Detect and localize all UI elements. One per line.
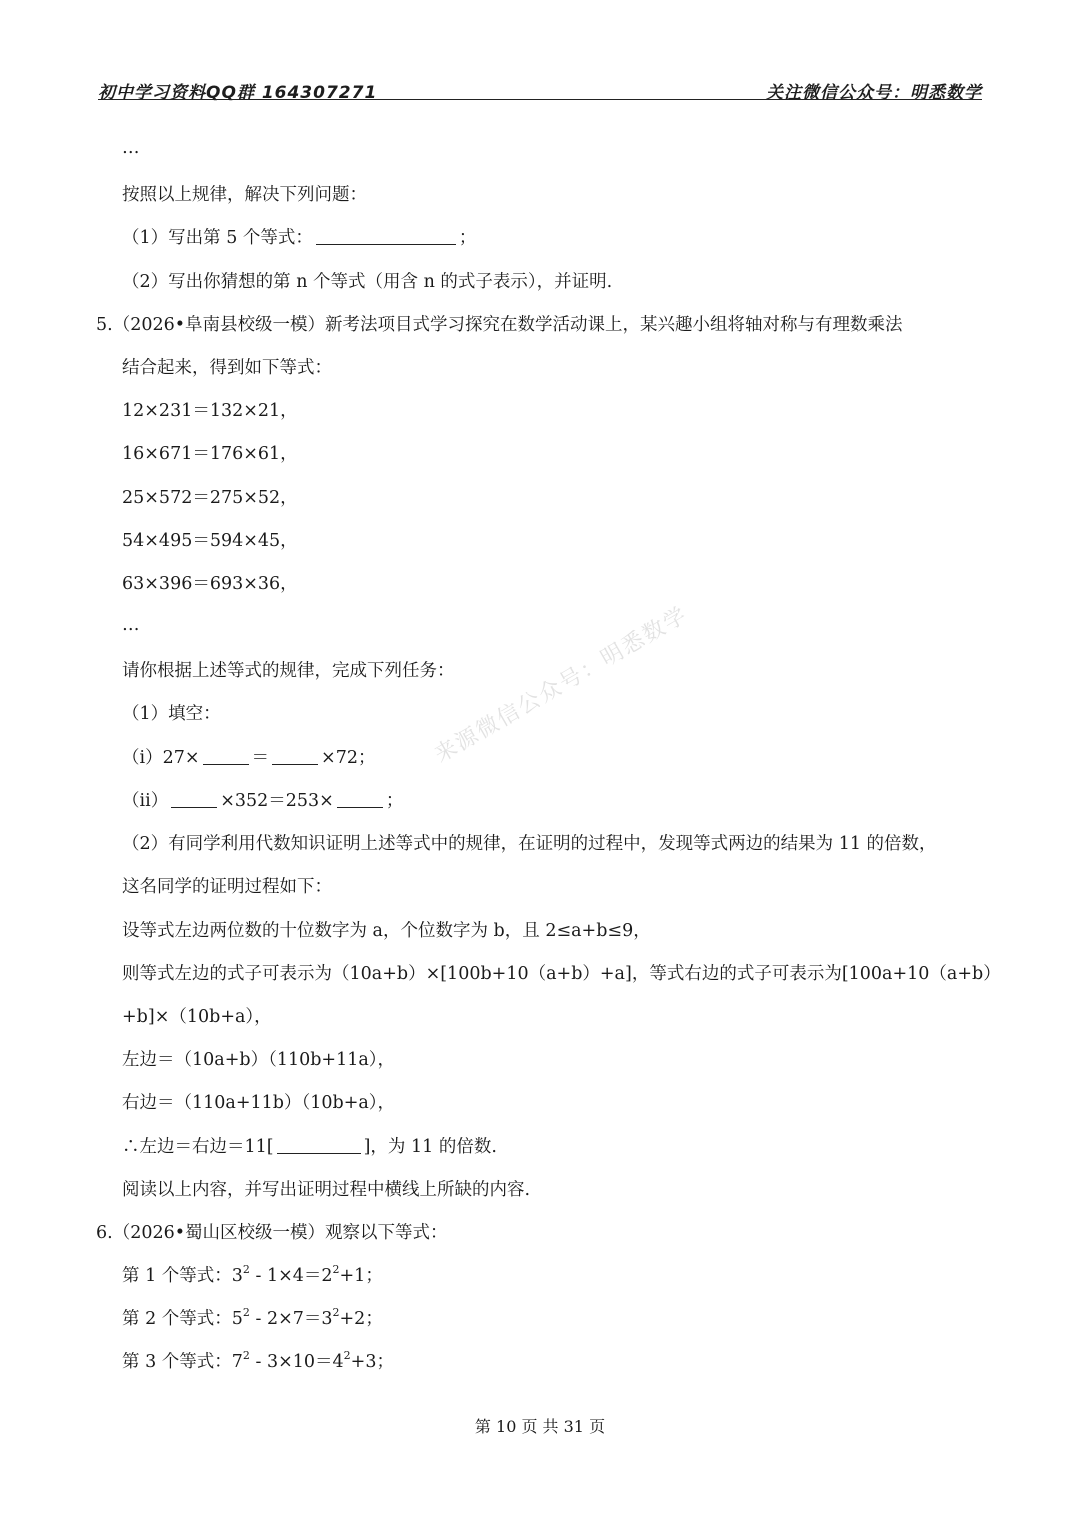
page-footer: 第 10 页 共 31 页 — [474, 1417, 606, 1436]
proof-intro-1: （2）有同学利用代数知识证明上述等式中的规律，在证明的过程中，发现等式两边的结果为 11 的倍数， — [122, 834, 937, 854]
blank-ii-1[interactable] — [171, 791, 217, 808]
fill-i-b: ＝ — [251, 748, 270, 768]
proof-blank[interactable] — [277, 1137, 361, 1154]
equation-5: 63×396＝693×36， — [122, 574, 298, 594]
fill-i — [122, 746, 375, 770]
p6-eq1-exp1: 2 — [242, 1263, 250, 1276]
proof-left: 左边＝（10a+b）（110b+11a）， — [122, 1050, 396, 1070]
p6-equation-2 — [122, 1307, 383, 1331]
fill-ii-c: ； — [385, 791, 404, 811]
instruction: 按照以上规律，解决下列问题： — [122, 185, 367, 205]
p6-eq2-e: +2； — [339, 1309, 383, 1329]
fill-ii-a: （ii） — [122, 791, 169, 811]
proof-instruction: 阅读以上内容，并写出证明过程中横线上所缺的内容. — [122, 1180, 531, 1200]
fill-ii — [122, 789, 403, 813]
p6-eq1-exp2: 2 — [332, 1263, 340, 1276]
watermark: 来源微信公众号：明悉数学 — [430, 602, 693, 768]
equation-4: 54×495＝594×45， — [122, 531, 298, 551]
problem-5-stem: （2026•阜南县校级一模）新考法项目式学习探究在数学活动课上，某兴趣小组将轴对称与有理数乘法 — [112, 315, 903, 335]
p6-equation-3 — [122, 1350, 394, 1374]
proof-conclusion — [122, 1135, 497, 1159]
p6-eq2-exp2: 2 — [332, 1306, 340, 1319]
problem-6-stem: （2026•蜀山区校级一模）观察以下等式： — [112, 1223, 448, 1243]
p6-eq3-a: 第 3 个等式：7 — [122, 1352, 243, 1372]
question-1-text: （1）写出第 5 个等式： — [122, 228, 313, 248]
p6-eq3-e: +3； — [350, 1352, 394, 1372]
fill-line: （1）填空： — [122, 704, 221, 724]
p6-eq2-exp1: 2 — [242, 1306, 250, 1319]
blank-i-2[interactable] — [272, 748, 318, 765]
equation-3: 25×572＝275×52， — [122, 488, 298, 508]
blank-ii-2[interactable] — [337, 791, 383, 808]
problem-6-number: 6. — [96, 1223, 113, 1243]
proof-conclusion-a: ∴左边＝右边＝11[ — [122, 1137, 274, 1157]
p6-eq3-c: - 3×10＝4 — [249, 1352, 344, 1372]
question-1 — [122, 226, 476, 250]
p6-eq1-e: +1； — [339, 1266, 383, 1286]
p6-eq2-a: 第 2 个等式：5 — [122, 1309, 243, 1329]
problem-6-line-1 — [96, 1221, 448, 1245]
p6-eq3-exp1: 2 — [242, 1349, 250, 1362]
equation-2: 16×671＝176×61， — [122, 444, 298, 464]
proof-expression-2: +b]×（10b+a）， — [122, 1007, 272, 1027]
proof-intro-2: 这名同学的证明过程如下： — [122, 877, 332, 897]
proof-setup: 设等式左边两位数的十位数字为 a，个位数字为 b，且 2≤a+b≤9， — [122, 921, 651, 941]
problem-5-line-1 — [96, 313, 903, 337]
task-line: 请你根据上述等式的规律，完成下列任务： — [122, 661, 455, 681]
header-left: 初中学习资料QQ群 164307271 — [98, 83, 378, 103]
p6-eq2-c: - 2×7＝3 — [249, 1309, 333, 1329]
fill-i-c: ×72； — [321, 748, 376, 768]
fill-i-a: （i）27× — [122, 748, 200, 768]
proof-right: 右边＝（110a+11b）（10b+a）， — [122, 1093, 396, 1113]
question-1-end: ； — [458, 228, 477, 248]
p6-equation-1 — [122, 1264, 383, 1288]
ellipsis-top: … — [122, 138, 140, 158]
problem-5-line-2: 结合起来，得到如下等式： — [122, 358, 332, 378]
header-right: 关注微信公众号：明悉数学 — [766, 83, 982, 103]
problem-5-number: 5. — [96, 315, 113, 335]
proof-expression-1: 则等式左边的式子可表示为（10a+b）×[100b+10（a+b）+a]，等式右边的式子可表示为[100a+10（a+b） — [122, 964, 1001, 984]
header-divider — [98, 99, 982, 100]
p6-eq1-c: - 1×4＝2 — [249, 1266, 333, 1286]
answer-blank[interactable] — [316, 228, 456, 245]
question-2: （2）写出你猜想的第 n 个等式（用含 n 的式子表示），并证明. — [122, 272, 613, 292]
p6-eq3-exp2: 2 — [343, 1349, 351, 1362]
p6-eq1-a: 第 1 个等式：3 — [122, 1266, 243, 1286]
blank-i-1[interactable] — [203, 748, 249, 765]
proof-conclusion-b: ]，为 11 的倍数. — [363, 1137, 497, 1157]
fill-ii-b: ×352＝253× — [220, 791, 334, 811]
ellipsis-mid: … — [122, 615, 140, 635]
equation-1: 12×231＝132×21， — [122, 401, 298, 421]
